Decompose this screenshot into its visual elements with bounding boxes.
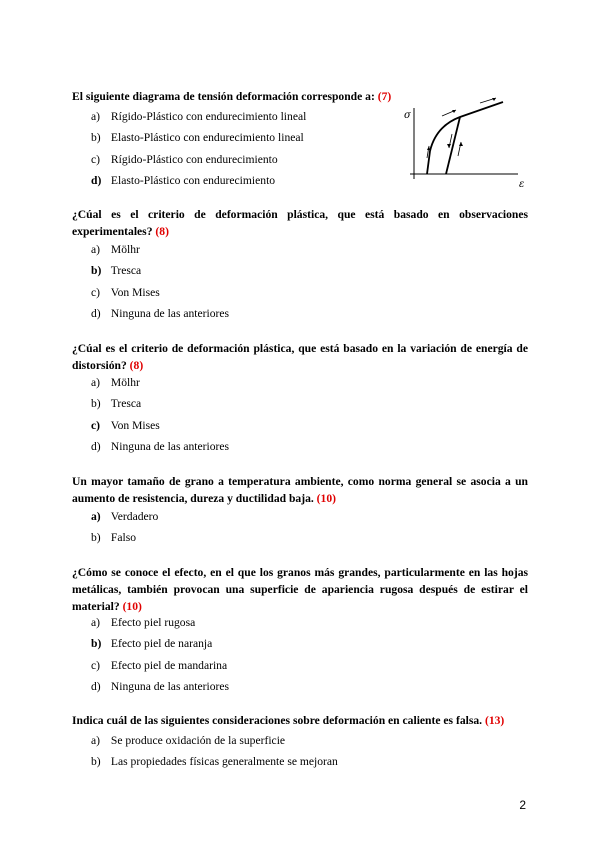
question-4-text: Un mayor tamaño de grano a temperatura ambiente, como norma general se asocia a un aumento de resistencia, dureza y ductilidad baja. <box>72 475 528 505</box>
q2-option-a[interactable]: a) Mölhr <box>91 243 140 256</box>
question-5-points: (10) <box>122 600 142 613</box>
q5-option-b[interactable]: b) Efecto piel de naranja <box>91 637 213 650</box>
q6-option-b[interactable]: b) Las propiedades físicas generalmente se mejoran <box>91 755 338 768</box>
q3-option-b[interactable]: b) Tresca <box>91 397 142 410</box>
q4-option-a[interactable]: a) Verdadero <box>91 510 159 523</box>
question-2-text: ¿Cúal es el criterio de deformación plástica, que está basado en observaciones experimentales? <box>72 208 528 238</box>
q5-option-a[interactable]: a) Efecto piel rugosa <box>91 616 196 629</box>
question-4 <box>72 473 528 507</box>
q1-option-b[interactable]: b) Elasto-Plástico con endurecimiento lineal <box>91 131 304 144</box>
y-axis-label: σ <box>404 110 411 121</box>
loading-curve <box>427 102 503 174</box>
question-5-text: ¿Cómo se conoce el efecto, en el que los granos más grandes, particularmente en las hojas metálicas, también provocan una superficie de apariencia rugosa después de estirar el material? <box>72 566 528 613</box>
q3-option-a[interactable]: a) Mölhr <box>91 376 140 389</box>
q1-option-d[interactable]: d) Elasto-Plástico con endurecimiento <box>91 174 276 187</box>
question-1-text: El siguiente diagrama de tensión deformación corresponde a: <box>72 90 375 103</box>
page-number: 2 <box>519 798 526 812</box>
question-6-text: Indica cuál de las siguientes consideraciones sobre deformación en caliente es falsa. <box>72 714 483 727</box>
q3-option-c[interactable]: c) Von Mises <box>91 419 160 432</box>
q2-option-d[interactable]: d) Ninguna de las anteriores <box>91 307 230 320</box>
unloading-arrow-head <box>447 144 451 148</box>
q5-option-d[interactable]: d) Ninguna de las anteriores <box>91 680 230 693</box>
question-2 <box>72 206 528 240</box>
q2-option-c[interactable]: c) Von Mises <box>91 286 160 299</box>
question-6 <box>72 712 528 729</box>
question-3-points: (8) <box>129 359 144 372</box>
q2-option-b[interactable]: b) Tresca <box>91 264 142 277</box>
question-4-points: (10) <box>316 492 336 505</box>
x-axis-label: ε <box>519 179 525 190</box>
question-5 <box>72 564 528 615</box>
question-1-points: (7) <box>377 90 392 103</box>
q1-option-c[interactable]: c) Rígido-Plástico con endurecimiento <box>91 153 278 166</box>
stress-strain-diagram <box>400 86 530 192</box>
question-1 <box>72 88 402 105</box>
q6-option-a[interactable]: a) Se produce oxidación de la superficie <box>91 734 286 747</box>
question-3-text: ¿Cúal es el criterio de deformación plástica, que está basado en la variación de energía de distorsión? <box>72 342 528 372</box>
q4-option-b[interactable]: b) Falso <box>91 531 137 544</box>
question-6-points: (13) <box>484 714 505 727</box>
reloading-arrow-head <box>459 142 463 146</box>
loading-arrow-3-head <box>492 98 496 101</box>
q5-option-c[interactable]: c) Efecto piel de mandarina <box>91 659 228 672</box>
q3-option-d[interactable]: d) Ninguna de las anteriores <box>91 440 230 453</box>
question-2-points: (8) <box>155 225 169 238</box>
q1-option-a[interactable]: a) Rígido-Plástico con endurecimiento lineal <box>91 110 307 123</box>
question-3 <box>72 340 528 374</box>
